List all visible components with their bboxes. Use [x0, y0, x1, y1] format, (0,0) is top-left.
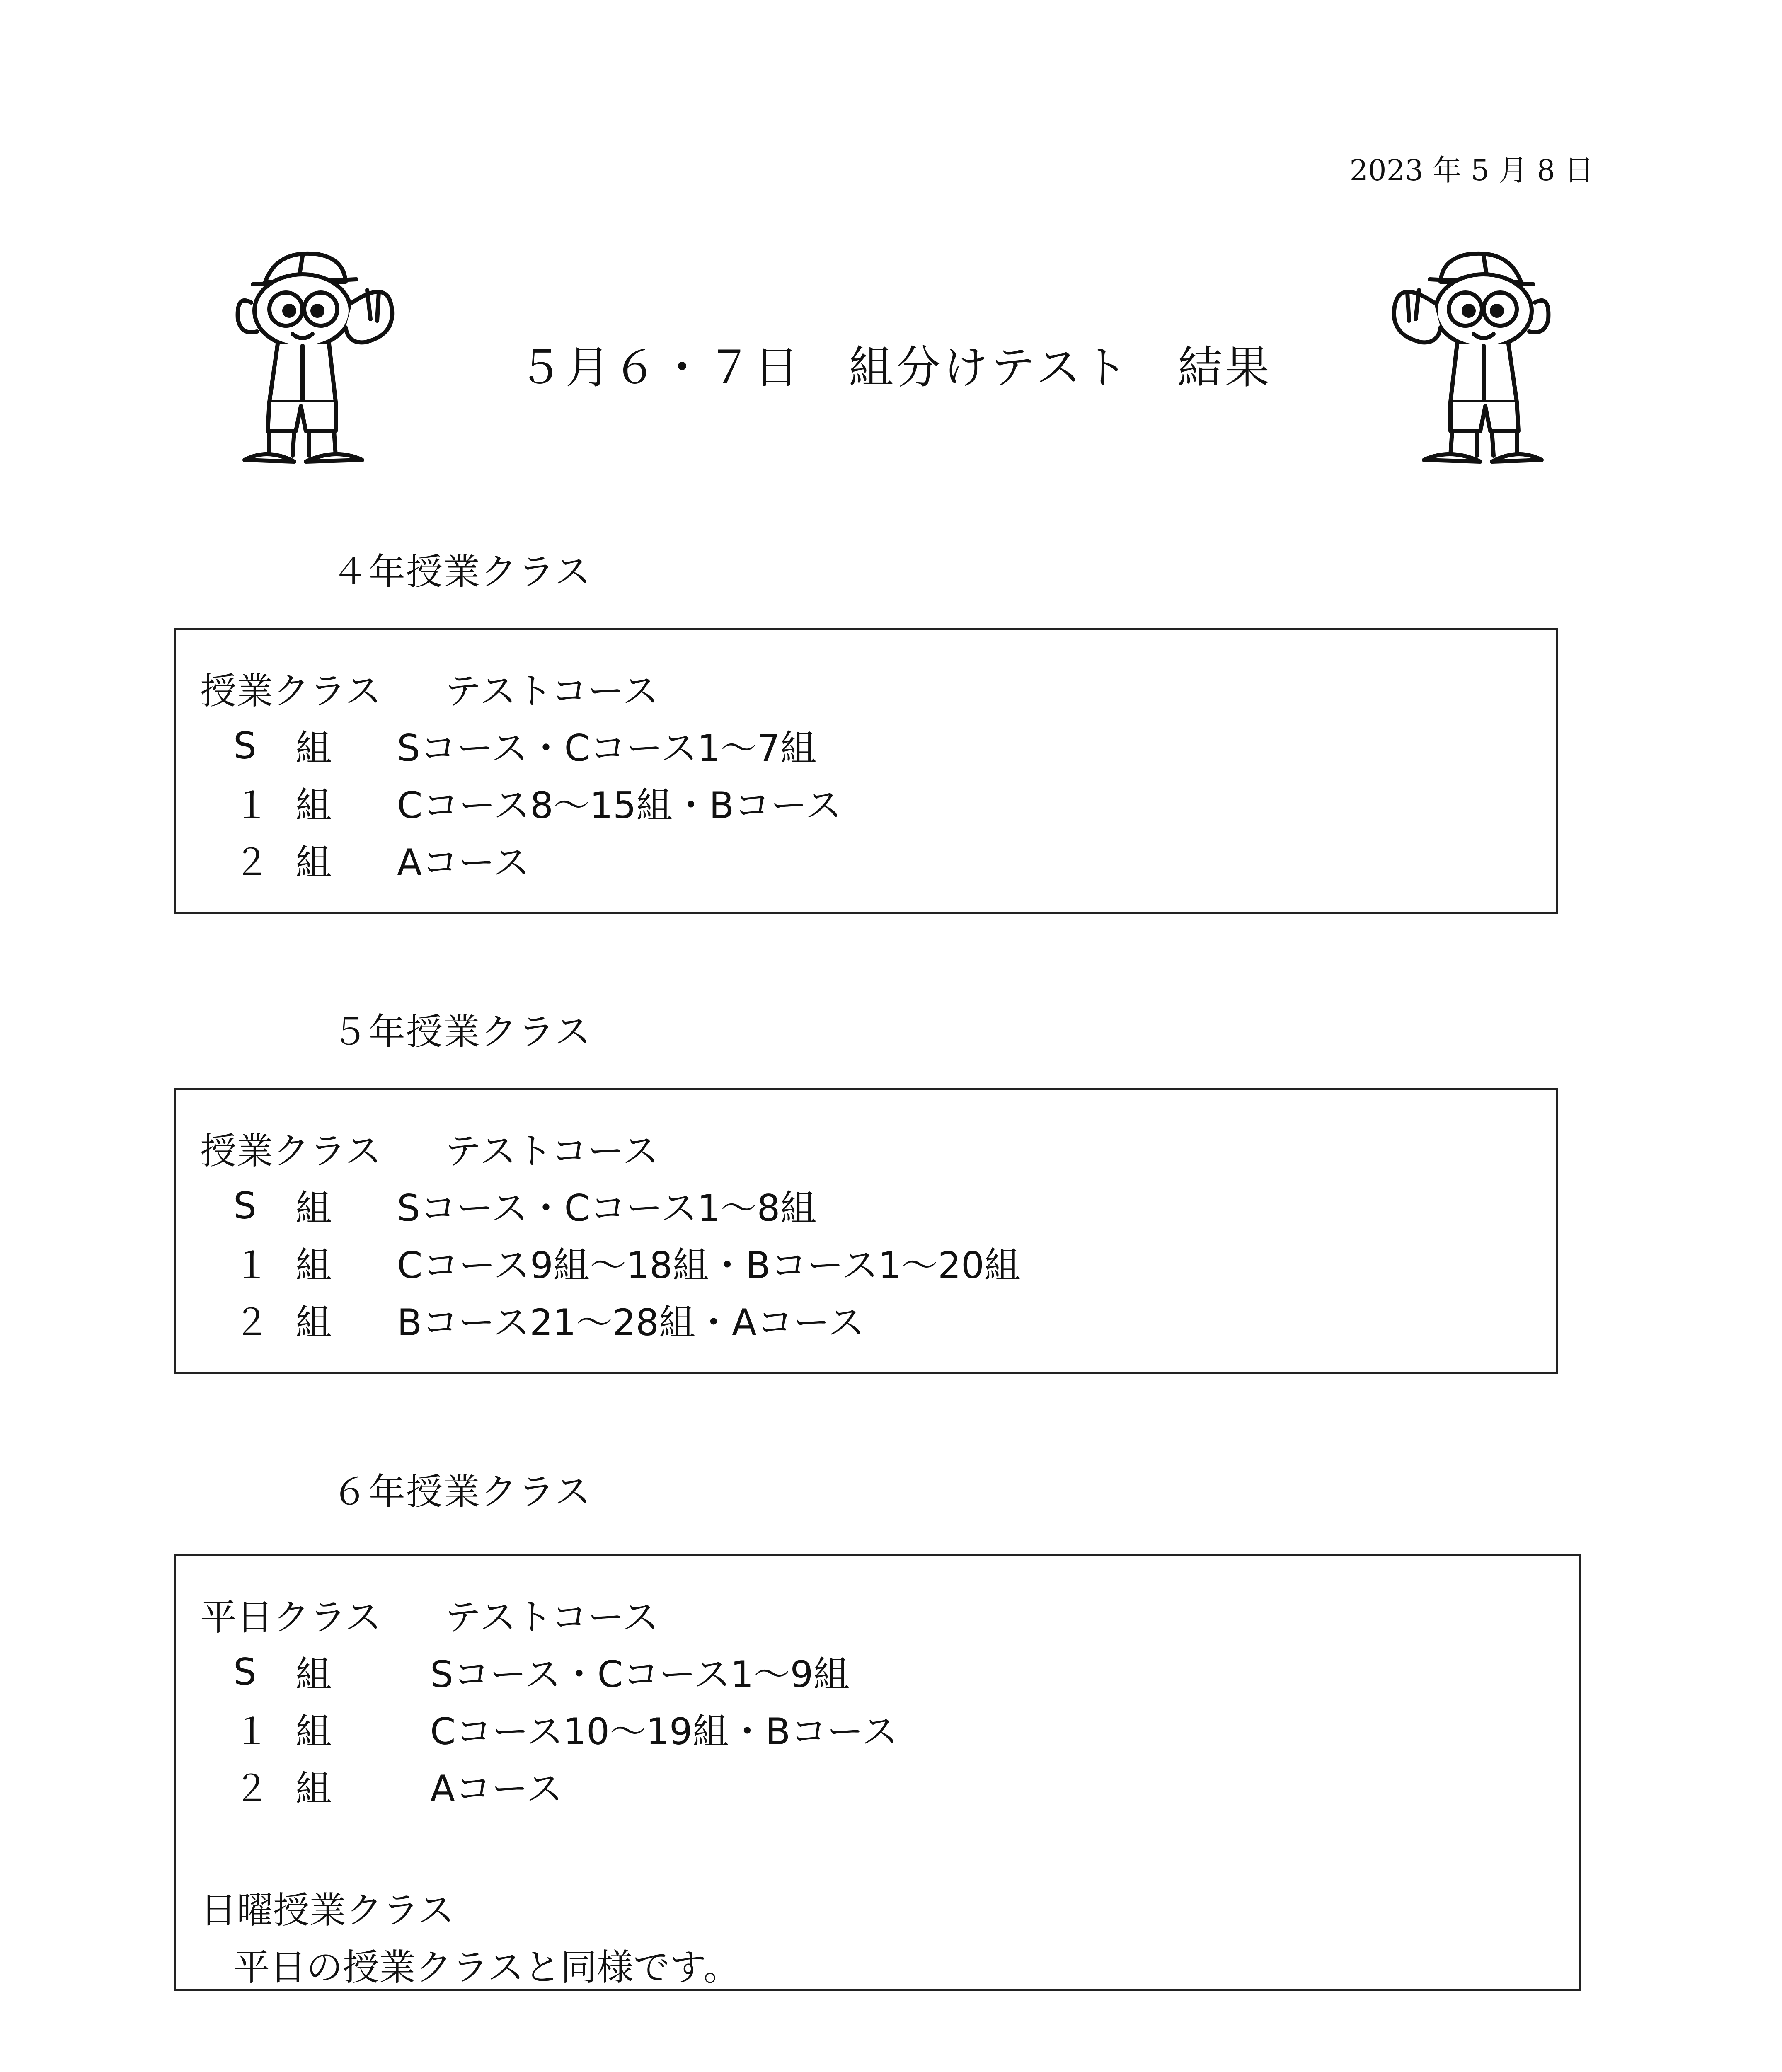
section-heading-4: ４年授業クラス	[332, 550, 592, 593]
class-kumi: 組	[295, 1187, 332, 1230]
mascot-right-icon	[1384, 244, 1567, 477]
page-title: ５月６・７日 組分けテスト 結果	[518, 342, 1272, 394]
class-grade: １	[233, 784, 270, 827]
class-course: Sコース・Cコース1〜9組	[430, 1653, 850, 1696]
class-grade: ２	[233, 841, 270, 884]
class-course: Aコース	[397, 841, 530, 884]
class-box-5	[174, 1088, 1558, 1374]
table-row	[200, 1757, 1579, 1815]
class-box-6	[174, 1554, 1581, 1991]
class-grade: ２	[233, 1767, 270, 1810]
table-header	[200, 660, 1556, 717]
table-header	[200, 1120, 1556, 1177]
class-kumi: 組	[295, 1301, 332, 1344]
class-course: Aコース	[430, 1767, 563, 1810]
header-class: 授業クラス	[200, 1130, 382, 1172]
date: 2023 年 5 月 8 日	[1349, 153, 1593, 187]
section-heading-6: ６年授業クラス	[332, 1470, 592, 1513]
table-row	[200, 831, 1556, 888]
class-box-4	[174, 628, 1558, 914]
class-kumi: 組	[295, 1653, 332, 1696]
class-course: Sコース・Cコース1〜8組	[397, 1187, 817, 1230]
class-grade: S	[233, 1650, 257, 1693]
table-row	[200, 717, 1556, 774]
class-grade: １	[233, 1244, 270, 1287]
header-course: テストコース	[445, 670, 659, 712]
class-course: Sコース・Cコース1〜7組	[397, 727, 817, 770]
spacer	[200, 1815, 1579, 1879]
class-course: Cコース8〜15組・Bコース	[397, 784, 842, 827]
class-course: Cコース9組〜18組・Bコース1〜20組	[397, 1244, 1021, 1287]
header-course: テストコース	[445, 1130, 659, 1172]
class-kumi: 組	[295, 1710, 332, 1753]
class-grade: ２	[233, 1301, 270, 1344]
mascot-left-icon	[220, 244, 402, 477]
table-row	[200, 1177, 1556, 1234]
class-grade: １	[233, 1710, 270, 1753]
sunday-heading: 日曜授業クラス	[200, 1889, 455, 1932]
class-course: Bコース21〜28組・Aコース	[397, 1301, 864, 1344]
table-row	[200, 1234, 1556, 1291]
class-grade: S	[233, 1184, 257, 1227]
class-course: Cコース10〜19組・Bコース	[430, 1710, 898, 1753]
class-kumi: 組	[295, 1767, 332, 1810]
class-grade: S	[233, 724, 257, 767]
table-row	[200, 1291, 1556, 1348]
table-row	[200, 1643, 1579, 1700]
class-kumi: 組	[295, 727, 332, 770]
class-kumi: 組	[295, 841, 332, 884]
header-class: 平日クラス	[200, 1596, 382, 1639]
table-row	[200, 774, 1556, 831]
table-row	[200, 1700, 1579, 1757]
section-heading-5: ５年授業クラス	[332, 1010, 592, 1053]
header-class: 授業クラス	[200, 670, 382, 712]
header-course: テストコース	[445, 1596, 659, 1639]
class-kumi: 組	[295, 1244, 332, 1287]
sunday-text: 平日の授業クラスと同様です。	[233, 1946, 740, 1989]
table-header	[200, 1586, 1579, 1643]
class-kumi: 組	[295, 784, 332, 827]
